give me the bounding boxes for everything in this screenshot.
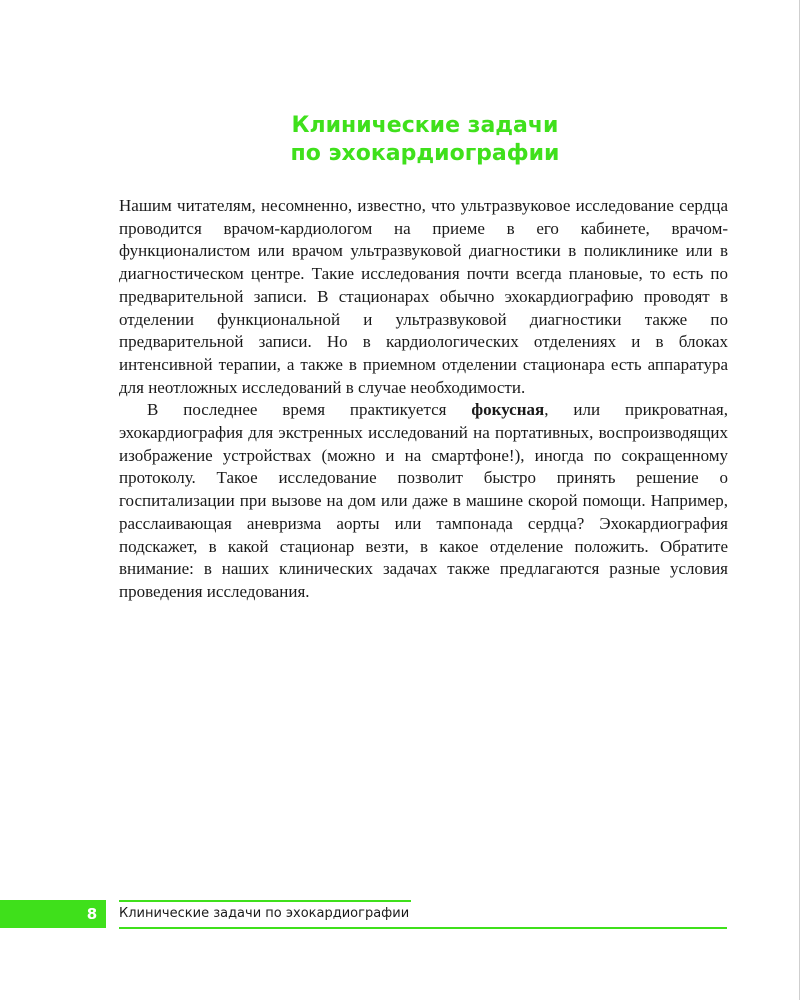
footer-top-rule [119, 900, 411, 902]
paragraph-2-start: В последнее время практикуется [147, 400, 472, 420]
page-title-line-2: по эхокардиографии [290, 141, 560, 166]
footer-bottom-rule [119, 927, 727, 929]
paragraph-2-emphasis: фокусная [471, 400, 545, 420]
running-title: Клинические задачи по эхокардиографии [119, 906, 410, 921]
page-title-line-1: Клинические задачи [291, 113, 559, 138]
paragraph-2-end: , или прикроватная, эхокардиография для экстренных исследований на портативных, воспроизводящих изображение устройствах (можно и на смартфоне!), иногда по сокращенному протоколу. Такое исследование позволит быстро принять решение о госпитализации при вызове на дом или даже в машине скорой помощи. Например, расслаивающая аневризма аорты или тампонада сердца? Эхокардиография подскажет, в какой стационар везти, в какое отделение положить. Обратите внимание: в наших клинических задачах также предлагаются разные условия проведения исследования. [119, 400, 728, 601]
page-number: 8 [86, 905, 98, 923]
paragraph-1: Нашим читателям, несомненно, известно, что ультразвуковое исследование сердца проводится врачом-кардиологом на приеме в его кабинете, врачом-функционалистом или врачом ультразвуковой диагностики в поликлинике или в диагностическом центре. Такие исследования почти всегда плановые, то есть по предварительной записи. В стационарах обычно эхокардиографию проводят в отделении функциональной и ультразвуковой диагностики также по предварительной записи. Но в кардиологических отделениях и в блоках интенсивной терапии, а также в приемном отделении стационара есть аппаратура для неотложных исследований в случае необходимости. [119, 196, 728, 397]
body-text [119, 195, 728, 604]
paragraph-2 [119, 399, 728, 603]
page-title [0, 112, 800, 168]
